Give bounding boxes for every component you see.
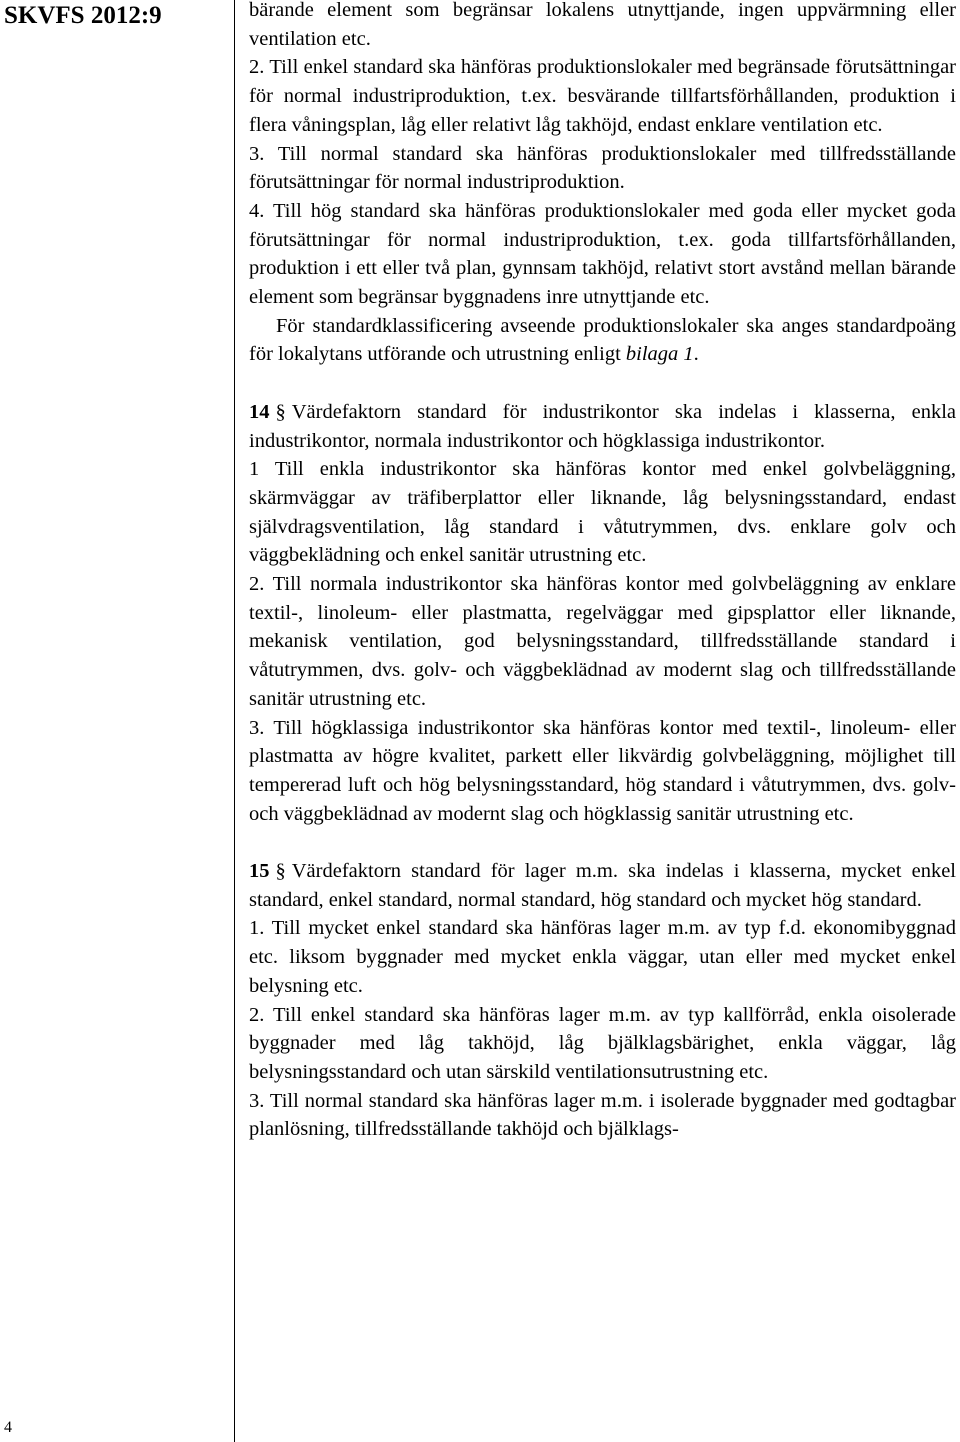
section-14-item-1: 1 Till enkla industrikontor ska hänföras kontor med enkel golvbeläggning, skärmväggar av träfiberplattor eller liknande, låg belysningsstandard, endast självdragsventilation, låg standard i våtutrymmen, dvs. enklare golv och väggbeklädning och enkel sanitär utrustning etc.	[249, 458, 956, 567]
paragraph: bärande element som begränsar lokalens utnyttjande, ingen uppvärmning eller ventilation etc.	[249, 0, 956, 50]
paragraph: 3. Till normal standard ska hänföras produktionslokaler med tillfredsställande förutsättningar för normal industriproduktion.	[249, 142, 956, 194]
section-text: Värdefaktorn standard för industrikontor ska indelas i klasserna, enkla industrikontor, normala industrikontor och högklassiga industrikontor.	[249, 400, 956, 452]
paragraph-end: .	[693, 343, 699, 366]
document-code: SKVFS 2012:9	[4, 2, 162, 29]
page-number: 4	[4, 1419, 12, 1436]
section-sign: §	[275, 860, 286, 883]
section-15-item-2: 2. Till enkel standard ska hänföras lager m.m. av typ kallförråd, enkla oisolerade byggnader med låg takhöjd, låg bjälklagsbärighet, enkla väggar, låg belysningsstandard och utan särskild ventilationsutrustning etc.	[249, 1003, 956, 1083]
paragraph: 4. Till hög standard ska hänföras produktionslokaler med goda eller mycket goda förutsättningar för normal industriproduktion, t.ex. goda tillfartsförhållanden, produktion i ett eller två plan, gynnsam takhöjd, relativt stort avstånd mellan bärande element som begränsar byggnadens inre utnyttjande etc.	[249, 199, 956, 309]
section-15-heading	[249, 857, 956, 914]
section-number: 15	[249, 860, 270, 883]
section-number: 14	[249, 400, 270, 423]
section-sign: §	[275, 400, 286, 423]
section-14-item-3: 3. Till högklassiga industrikontor ska hänföras kontor med textil-, linoleum- eller plastmatta av högre kvalitet, parkett eller likvärdig golvbeläggning, möjlighet till tempererad luft och hög belysningsstandard, hög standard i våtutrymmen, dvs. golv- och väggbeklädnad av modernt slag och högklassig sanitär utrustning etc.	[249, 716, 956, 825]
paragraph-text: För standardklassificering avseende produktionslokaler ska anges standardpoäng för lokalytans utförande och utrustning enligt	[249, 314, 956, 366]
section-14-heading	[249, 398, 956, 455]
section-15-item-3: 3. Till normal standard ska hänföras lager m.m. i isolerade byggnader med godtagbar planlösning, tillfredsställande takhöjd och bjälklags-	[249, 1089, 956, 1141]
paragraph	[249, 312, 956, 369]
document-body	[249, 0, 956, 1144]
paragraph: 2. Till enkel standard ska hänföras produktionslokaler med begränsade förutsättningar för normal industriproduktion, t.ex. besvärande tillfartsförhållanden, produktion i flera våningsplan, låg eller relativt låg takhöjd, endast enklare ventilation etc.	[249, 56, 956, 136]
appendix-reference: bilaga 1	[625, 343, 694, 366]
section-text: Värdefaktorn standard för lager m.m. ska indelas i klasserna, mycket enkel standard, enkel standard, normal standard, hög standard och mycket hög standard.	[249, 860, 956, 911]
margin-rule	[234, 0, 235, 1442]
margin-column	[0, 0, 232, 1442]
section-14-item-2: 2. Till normala industrikontor ska hänföras kontor med golvbeläggning av enklare textil-, linoleum- eller plastmatta, regelväggar med gipsplattor eller liknande, mekanisk ventilation, god belysningsstandard, tillfredsställande standard i våtutrymmen, dvs. golv- och väggbeklädnad av modernt slag och tillfredsställande sanitär utrustning etc.	[249, 573, 956, 710]
section-15-item-1: 1. Till mycket enkel standard ska hänföras lager m.m. av typ f.d. ekonomibyggnad etc. liksom byggnader med mycket enkla väggar, utan eller med mycket enkel belysning etc.	[249, 917, 956, 997]
